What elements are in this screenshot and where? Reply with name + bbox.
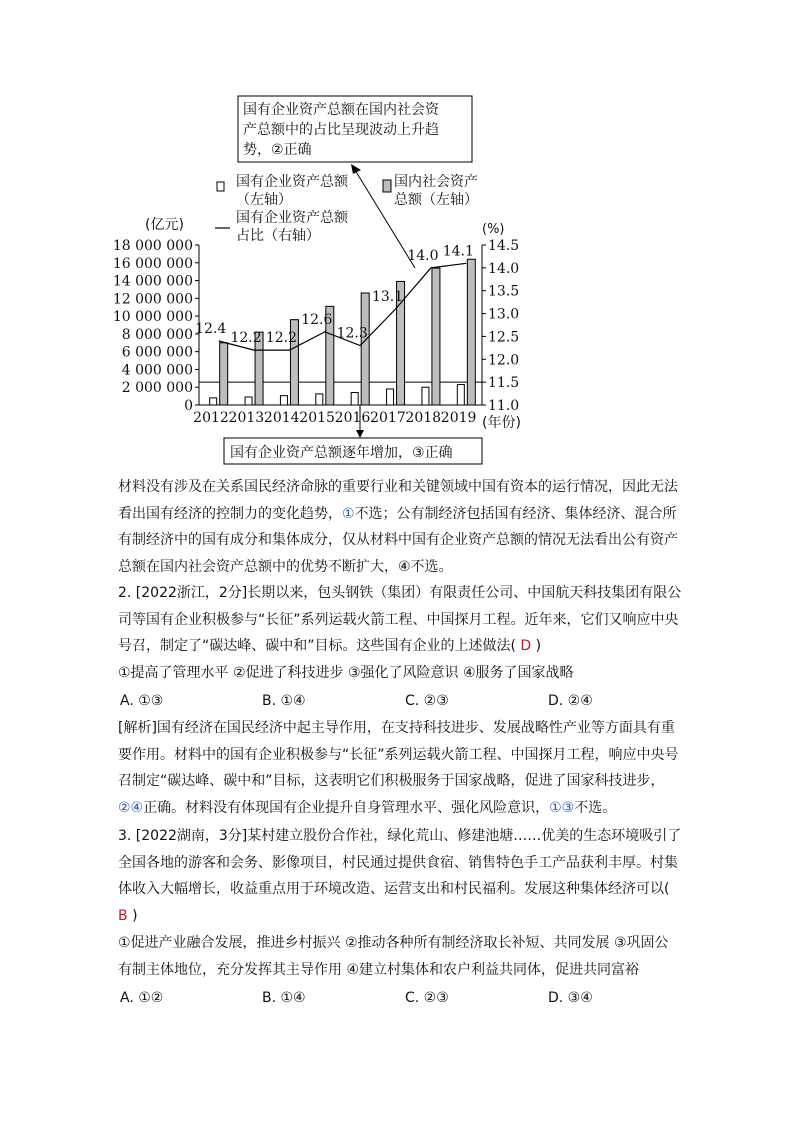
annotation-top-line: 势，②正确 [243,142,312,158]
ratio-data-label: 12.3 [336,325,368,342]
a2-text-a: [解析]国有经济在国民经济中起主导作用，在支持科技进步、发展战略性产业等方面具有重要作用。材料中的国有企业积极参与“长征”系列运载火箭工程、中国探月工程，响应中央号召制定“碳达峰、碳中和”目标，这表明它们积极服务于国家战略，促进了国家科技进步， [118,720,679,789]
bar-social-assets [220,343,228,405]
right-tick-label: 12.5 [488,329,520,346]
right-axis-title: (%) [482,222,505,237]
left-tick-label: 14 000 000 [112,273,193,290]
right-tick-label: 14.0 [488,260,520,277]
bar-social-assets [432,268,440,405]
q3-items: ①促进产业融合发展，推进乡村振兴 ②推动各种所有制经济取长补短、共同发展 ③巩固公有制主体地位，充分发挥其主导作用 ④建立村集体和农户利益共同体，促进共同富裕 [118,935,669,978]
q3-option-a: A. ①② [120,990,164,1006]
annotation-bottom-text: 国有企业资产总额逐年增加，③正确 [230,445,453,461]
analysis-paragraph-2 [118,715,682,821]
ratio-data-label: 12.6 [301,311,333,328]
x-tick-label: 2018 [405,410,442,426]
left-tick-label: 2 000 000 [121,380,193,397]
x-tick-label: 2012 [193,410,229,426]
q3-option-d: D. ③④ [548,990,593,1006]
annotation-top-line: 产总额中的占比呈现波动上升趋 [243,122,439,138]
question-3 [118,823,682,929]
analysis-paragraph-1 [118,474,682,580]
right-tick-label: 11.0 [488,398,520,414]
x-axis-title: (年份) [482,415,521,431]
x-tick-label: 2017 [370,410,406,426]
right-tick-label: 13.5 [488,283,520,300]
p1-mark: ① [342,505,355,522]
ratio-data-label: 13.1 [371,289,404,305]
left-axis-title: (亿元) [145,217,184,233]
left-tick-label: 4 000 000 [121,362,193,379]
x-tick-label: 2019 [440,410,477,426]
x-tick-label: 2015 [299,410,335,426]
legend-state-label-1: 国有企业资产总额 [236,174,348,190]
ratio-data-label: 14.0 [407,247,439,264]
bar-state-assets [457,385,464,405]
left-tick-label: 8 000 000 [121,326,193,343]
q2-items: ①提高了管理水平 ②促进了科技进步 ③强化了风险意识 ④服务了国家战略 [118,665,574,681]
bar-state-assets [351,393,358,405]
ratio-data-label: 12.4 [195,321,227,337]
annotation-top-arrowhead [351,164,361,174]
bar-state-assets [387,389,394,405]
ratio-data-label: 12.2 [230,330,262,347]
x-tick-label: 2014 [263,410,300,426]
q3-stem: 3. [2022湖南，3分]某村建立股份合作社，绿化荒山、修建池塘……优美的生态环境吸引了全国各地的游客和会务、影像项目，村民通过提供食宿、销售特色手工产品获利丰厚。村集体收入大幅增长，收益重点用于环境改造、运营支出和村民福利。发展这种集体经济可以( [118,828,682,897]
x-tick-label: 2016 [334,410,371,426]
q2-option-c: C. ②③ [405,693,449,709]
asset-chart [0,0,794,470]
p1-text-c: 不选；公有制经济包括国有经济、集体经济、混合所有制经济中的国有成分和集体成分，仅从材料中国有企业资产总额的情况无法看出公有资产总额在国内社会资产总额中的优势不断扩大，④不选。 [118,505,678,575]
q3-option-b: B. ①④ [262,990,306,1006]
right-tick-label: 12.0 [488,352,520,369]
a2-mark-1: ②④ [118,799,144,816]
bar-state-assets [280,396,287,405]
left-tick-label: 16 000 000 [112,255,193,272]
bar-state-assets [210,398,217,405]
right-tick-label: 14.5 [488,238,520,254]
left-tick-label: 10 000 000 [112,309,193,326]
legend-state-swatch [217,182,224,191]
bar-state-assets [316,394,323,405]
legend-social-label-1: 国内社会资产 [394,174,478,190]
legend-ratio-label-1: 国有企业资产总额 [236,210,348,226]
annotation-bottom-arrowhead [356,430,364,438]
legend-social-label-2: 总额（左轴） [394,192,478,208]
ratio-data-label: 14.1 [442,243,474,260]
left-tick-label: 18 000 000 [112,238,193,254]
bar-state-assets [422,387,429,405]
x-tick-label: 2013 [228,410,265,426]
bar-state-assets [245,397,252,405]
a2-text-e: 不选。 [574,799,617,816]
a2-text-c: 正确。材料没有体现国有企业提升自身管理水平、强化风险意识， [143,799,550,816]
bar-social-assets [361,293,369,405]
left-tick-label: 0 [184,398,193,414]
q2-stem-end: ) [535,638,542,654]
legend-social-swatch [383,180,391,192]
legend-ratio-label-2: 占比（右轴） [236,228,320,244]
left-tick-label: 6 000 000 [121,344,193,361]
left-tick-label: 12 000 000 [112,291,193,308]
right-tick-label: 13.0 [488,306,520,323]
question-2 [118,580,682,660]
q3-answer: B [118,907,133,924]
legend-state-label-2: （左轴） [236,192,292,208]
right-tick-label: 11.5 [488,375,520,392]
p1-text-a: 材料没有涉及在关系国民经济命脉的重要行业和关键领域中国有资本的运行情况，因此无法看出国有经济的控制力的变化趋势， [118,479,678,522]
q3-stem-end: ) [132,907,138,924]
q2-option-a: A. ①③ [120,693,164,709]
a2-mark-2: ①③ [549,799,575,816]
ratio-data-label: 12.2 [265,330,298,347]
q2-option-d: D. ②④ [548,693,593,709]
q3-option-c: C. ②③ [405,990,449,1006]
q2-stem: 2. [2022浙江，2分]长期以来，包头钢铁（集团）有限责任公司、中国航天科技集团有限公司等国有企业积极参与“长征”系列运载火箭工程、中国探月工程。近年来，它们又响应中央号召，制定了“碳达峰、碳中和”目标。这些国有企业的上述做法( [118,585,682,654]
q2-option-b: B. ①④ [262,693,306,709]
bar-social-assets [467,259,475,405]
q2-answer: D [515,638,536,654]
annotation-top-line: 国有企业资产总额在国内社会资 [243,102,439,118]
